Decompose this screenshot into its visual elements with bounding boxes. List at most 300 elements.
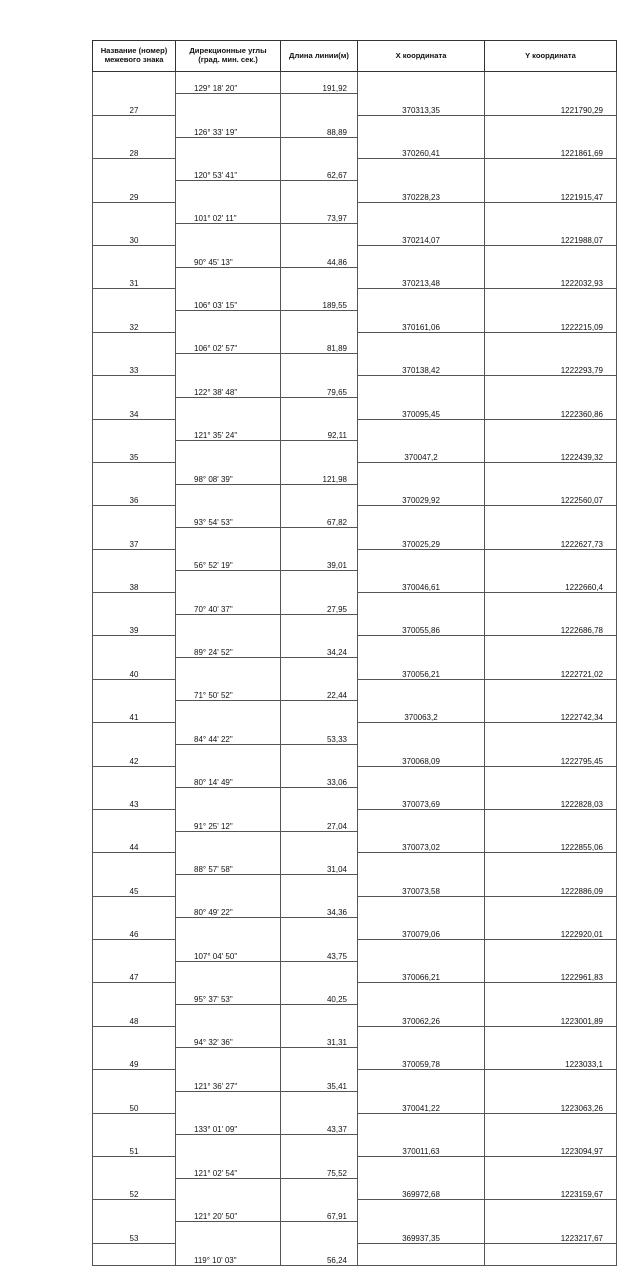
- direction-angle-cell: [176, 527, 281, 549]
- y-coordinate-cell: [485, 246, 617, 268]
- marker-name-cell: [93, 462, 176, 484]
- table-row: [93, 72, 617, 94]
- direction-angle-cell: 106° 03' 15": [176, 289, 281, 311]
- marker-name-cell: [93, 376, 176, 398]
- table-row: [93, 918, 617, 940]
- x-coordinate-cell: [358, 1070, 485, 1092]
- y-coordinate-cell: 1223033,1: [485, 1048, 617, 1070]
- x-coordinate-cell: 370161,06: [358, 311, 485, 333]
- table-row: [93, 506, 617, 528]
- direction-angle-cell: 121° 20' 50": [176, 1200, 281, 1222]
- line-length-cell: 31,31: [281, 1026, 358, 1048]
- line-length-cell: [281, 1005, 358, 1027]
- y-coordinate-cell: 1223063,26: [485, 1091, 617, 1113]
- x-coordinate-cell: [358, 159, 485, 181]
- x-coordinate-cell: 370313,35: [358, 94, 485, 116]
- table-row: [93, 1156, 617, 1178]
- direction-angle-cell: 90° 45' 13": [176, 246, 281, 268]
- line-length-cell: 27,04: [281, 809, 358, 831]
- y-coordinate-cell: [485, 809, 617, 831]
- table-row: [93, 1178, 617, 1200]
- table-row: [93, 484, 617, 506]
- line-length-cell: [281, 831, 358, 853]
- table-row: [93, 1070, 617, 1092]
- direction-angle-cell: [176, 874, 281, 896]
- table-row: [93, 311, 617, 333]
- y-coordinate-cell: 1222855,06: [485, 831, 617, 853]
- direction-angle-cell: 120° 53' 41": [176, 159, 281, 181]
- direction-angle-cell: 119° 10' 03": [176, 1243, 281, 1265]
- direction-angle-cell: 126° 33' 19": [176, 115, 281, 137]
- x-coordinate-cell: [358, 593, 485, 615]
- table-row: [93, 549, 617, 571]
- x-coordinate-cell: [358, 983, 485, 1005]
- line-length-cell: [281, 1178, 358, 1200]
- marker-name-cell: [93, 679, 176, 701]
- y-coordinate-cell: 1222920,01: [485, 918, 617, 940]
- marker-name-cell: [93, 896, 176, 918]
- table-row: [93, 441, 617, 463]
- table-row: [93, 831, 617, 853]
- line-length-cell: 22,44: [281, 679, 358, 701]
- table-row: [93, 874, 617, 896]
- line-length-cell: 81,89: [281, 332, 358, 354]
- table-row: [93, 1091, 617, 1113]
- x-coordinate-cell: [358, 723, 485, 745]
- table-row: [93, 354, 617, 376]
- line-length-cell: 34,24: [281, 636, 358, 658]
- y-coordinate-cell: 1221988,07: [485, 224, 617, 246]
- header-marker-name: Название (номер) межевого знака: [93, 41, 176, 72]
- x-coordinate-cell: 370041,22: [358, 1091, 485, 1113]
- line-length-cell: [281, 137, 358, 159]
- direction-angle-cell: 56° 52' 19": [176, 549, 281, 571]
- table-row: [93, 202, 617, 224]
- marker-name-cell: [93, 72, 176, 94]
- y-coordinate-cell: 1222560,07: [485, 484, 617, 506]
- x-coordinate-cell: 370055,86: [358, 614, 485, 636]
- marker-name-cell: 46: [93, 918, 176, 940]
- x-coordinate-cell: [358, 462, 485, 484]
- line-length-cell: [281, 94, 358, 116]
- table-row: [93, 462, 617, 484]
- x-coordinate-cell: 370073,02: [358, 831, 485, 853]
- direction-angle-cell: [176, 614, 281, 636]
- table-row: [93, 94, 617, 116]
- x-coordinate-cell: [358, 896, 485, 918]
- y-coordinate-cell: [485, 723, 617, 745]
- direction-angle-cell: 80° 49' 22": [176, 896, 281, 918]
- y-coordinate-cell: 1222032,93: [485, 267, 617, 289]
- marker-name-cell: [93, 723, 176, 745]
- direction-angle-cell: 88° 57' 58": [176, 853, 281, 875]
- direction-angle-cell: [176, 137, 281, 159]
- direction-angle-cell: [176, 267, 281, 289]
- direction-angle-cell: 80° 14' 49": [176, 766, 281, 788]
- marker-name-cell: 45: [93, 874, 176, 896]
- marker-name-cell: 52: [93, 1178, 176, 1200]
- line-length-cell: [281, 744, 358, 766]
- line-length-cell: 121,98: [281, 462, 358, 484]
- x-coordinate-cell: [358, 506, 485, 528]
- x-coordinate-cell: [358, 549, 485, 571]
- y-coordinate-cell: [485, 636, 617, 658]
- direction-angle-cell: 121° 02' 54": [176, 1156, 281, 1178]
- line-length-cell: 67,91: [281, 1200, 358, 1222]
- y-coordinate-cell: [485, 506, 617, 528]
- line-length-cell: 31,04: [281, 853, 358, 875]
- x-coordinate-cell: 370073,58: [358, 874, 485, 896]
- marker-name-cell: [93, 289, 176, 311]
- marker-name-cell: [93, 506, 176, 528]
- line-length-cell: [281, 311, 358, 333]
- marker-name-cell: [93, 636, 176, 658]
- line-length-cell: [281, 267, 358, 289]
- y-coordinate-cell: 1222660,4: [485, 571, 617, 593]
- x-coordinate-cell: 370214,07: [358, 224, 485, 246]
- marker-name-cell: 31: [93, 267, 176, 289]
- x-coordinate-cell: 370056,21: [358, 658, 485, 680]
- marker-name-cell: [93, 1070, 176, 1092]
- marker-name-cell: 47: [93, 961, 176, 983]
- table-row: [93, 679, 617, 701]
- direction-angle-cell: 71° 50' 52": [176, 679, 281, 701]
- table-row: [93, 159, 617, 181]
- table-row: [93, 527, 617, 549]
- y-coordinate-cell: 1223159,67: [485, 1178, 617, 1200]
- line-length-cell: [281, 224, 358, 246]
- marker-name-cell: [93, 1113, 176, 1135]
- line-length-cell: [281, 1221, 358, 1243]
- line-length-cell: 67,82: [281, 506, 358, 528]
- y-coordinate-cell: [485, 1026, 617, 1048]
- y-coordinate-cell: 1222886,09: [485, 874, 617, 896]
- marker-name-cell: 32: [93, 311, 176, 333]
- x-coordinate-cell: [358, 1113, 485, 1135]
- marker-name-cell: 44: [93, 831, 176, 853]
- table-row: [93, 115, 617, 137]
- direction-angle-cell: 106° 02' 57": [176, 332, 281, 354]
- marker-name-cell: [93, 809, 176, 831]
- marker-name-cell: [93, 1200, 176, 1222]
- direction-angle-cell: 101° 02' 11": [176, 202, 281, 224]
- x-coordinate-cell: [358, 1026, 485, 1048]
- header-y-coordinate: Y координата: [485, 41, 617, 72]
- table-row: [93, 419, 617, 441]
- line-length-cell: 34,36: [281, 896, 358, 918]
- marker-name-cell: 27: [93, 94, 176, 116]
- y-coordinate-cell: 1223001,89: [485, 1005, 617, 1027]
- x-coordinate-cell: 370073,69: [358, 788, 485, 810]
- direction-angle-cell: 121° 35' 24": [176, 419, 281, 441]
- direction-angle-cell: [176, 311, 281, 333]
- marker-name-cell: 42: [93, 744, 176, 766]
- marker-name-cell: 41: [93, 701, 176, 723]
- marker-name-cell: 37: [93, 527, 176, 549]
- direction-angle-cell: [176, 1135, 281, 1157]
- y-coordinate-cell: [485, 462, 617, 484]
- y-coordinate-cell: 1223094,97: [485, 1135, 617, 1157]
- direction-angle-cell: [176, 1005, 281, 1027]
- x-coordinate-cell: [358, 289, 485, 311]
- header-direction-angle: Дирекционные углы (град. мин. сек.): [176, 41, 281, 72]
- line-length-cell: 62,67: [281, 159, 358, 181]
- marker-name-cell: 35: [93, 441, 176, 463]
- line-length-cell: [281, 701, 358, 723]
- marker-name-cell: 33: [93, 354, 176, 376]
- y-coordinate-cell: [485, 202, 617, 224]
- y-coordinate-cell: 1223217,67: [485, 1221, 617, 1243]
- marker-name-cell: 40: [93, 658, 176, 680]
- marker-name-cell: 53: [93, 1221, 176, 1243]
- marker-name-cell: [93, 1156, 176, 1178]
- line-length-cell: 44,86: [281, 246, 358, 268]
- x-coordinate-cell: 370063,2: [358, 701, 485, 723]
- x-coordinate-cell: 370138,42: [358, 354, 485, 376]
- y-coordinate-cell: [485, 159, 617, 181]
- y-coordinate-cell: [485, 332, 617, 354]
- line-length-cell: [281, 658, 358, 680]
- marker-name-cell: 28: [93, 137, 176, 159]
- line-length-cell: 73,97: [281, 202, 358, 224]
- y-coordinate-cell: [485, 289, 617, 311]
- line-length-cell: 33,06: [281, 766, 358, 788]
- marker-name-cell: 48: [93, 1005, 176, 1027]
- y-coordinate-cell: 1222961,83: [485, 961, 617, 983]
- direction-angle-cell: [176, 831, 281, 853]
- table-row: [93, 896, 617, 918]
- direction-angle-cell: [176, 1048, 281, 1070]
- direction-angle-cell: [176, 397, 281, 419]
- direction-angle-cell: [176, 658, 281, 680]
- direction-angle-cell: [176, 744, 281, 766]
- table-row: [93, 397, 617, 419]
- marker-name-cell: [93, 419, 176, 441]
- y-coordinate-cell: [485, 1200, 617, 1222]
- direction-angle-cell: [176, 484, 281, 506]
- header-x-coordinate: X координата: [358, 41, 485, 72]
- x-coordinate-cell: 370079,06: [358, 918, 485, 940]
- marker-name-cell: [93, 593, 176, 615]
- line-length-cell: [281, 397, 358, 419]
- line-length-cell: 75,52: [281, 1156, 358, 1178]
- line-length-cell: [281, 1135, 358, 1157]
- marker-name-cell: [93, 159, 176, 181]
- line-length-cell: [281, 571, 358, 593]
- y-coordinate-cell: [485, 853, 617, 875]
- x-coordinate-cell: 369972,68: [358, 1178, 485, 1200]
- line-length-cell: 56,24: [281, 1243, 358, 1265]
- table-row: [93, 593, 617, 615]
- x-coordinate-cell: 370066,21: [358, 961, 485, 983]
- y-coordinate-cell: 1221790,29: [485, 94, 617, 116]
- y-coordinate-cell: 1221915,47: [485, 180, 617, 202]
- x-coordinate-cell: 370095,45: [358, 397, 485, 419]
- marker-name-cell: [93, 549, 176, 571]
- line-length-cell: 27,95: [281, 593, 358, 615]
- direction-angle-cell: [176, 224, 281, 246]
- x-coordinate-cell: 370228,23: [358, 180, 485, 202]
- direction-angle-cell: [176, 918, 281, 940]
- line-length-cell: [281, 614, 358, 636]
- line-length-cell: [281, 788, 358, 810]
- header-line-length: Длина линии(м): [281, 41, 358, 72]
- table-row: [93, 1113, 617, 1135]
- line-length-cell: [281, 874, 358, 896]
- table-row: [93, 853, 617, 875]
- direction-angle-cell: [176, 180, 281, 202]
- table-row: [93, 766, 617, 788]
- line-length-cell: [281, 484, 358, 506]
- x-coordinate-cell: [358, 376, 485, 398]
- table-row: [93, 636, 617, 658]
- x-coordinate-cell: 370025,29: [358, 527, 485, 549]
- x-coordinate-cell: [358, 332, 485, 354]
- direction-angle-cell: 129° 18' 20": [176, 72, 281, 94]
- line-length-cell: 79,65: [281, 376, 358, 398]
- line-length-cell: 191,92: [281, 72, 358, 94]
- y-coordinate-cell: [485, 766, 617, 788]
- x-coordinate-cell: 369937,35: [358, 1221, 485, 1243]
- table-row: [93, 267, 617, 289]
- direction-angle-cell: 122° 38' 48": [176, 376, 281, 398]
- table-body: [93, 72, 617, 1266]
- marker-name-cell: 30: [93, 224, 176, 246]
- direction-angle-cell: [176, 1221, 281, 1243]
- line-length-cell: [281, 527, 358, 549]
- marker-name-cell: [93, 246, 176, 268]
- table-row: [93, 809, 617, 831]
- y-coordinate-cell: [485, 1156, 617, 1178]
- direction-angle-cell: 89° 24' 52": [176, 636, 281, 658]
- x-coordinate-cell: [358, 766, 485, 788]
- line-length-cell: 35,41: [281, 1070, 358, 1092]
- y-coordinate-cell: [485, 72, 617, 94]
- table-row: [93, 224, 617, 246]
- marker-name-cell: [93, 1026, 176, 1048]
- y-coordinate-cell: [485, 419, 617, 441]
- table-row: [93, 571, 617, 593]
- x-coordinate-cell: 370260,41: [358, 137, 485, 159]
- direction-angle-cell: [176, 94, 281, 116]
- y-coordinate-cell: 1222215,09: [485, 311, 617, 333]
- y-coordinate-cell: [485, 1070, 617, 1092]
- line-length-cell: 189,55: [281, 289, 358, 311]
- line-length-cell: [281, 180, 358, 202]
- marker-name-cell: 51: [93, 1135, 176, 1157]
- marker-name-cell: [93, 202, 176, 224]
- y-coordinate-cell: [485, 896, 617, 918]
- line-length-cell: 88,89: [281, 115, 358, 137]
- direction-angle-cell: 121° 36' 27": [176, 1070, 281, 1092]
- y-coordinate-cell: [485, 593, 617, 615]
- y-coordinate-cell: 1222795,45: [485, 744, 617, 766]
- y-coordinate-cell: [485, 376, 617, 398]
- line-length-cell: [281, 918, 358, 940]
- coordinates-page: [92, 40, 616, 1265]
- table-row: [93, 137, 617, 159]
- x-coordinate-cell: [358, 202, 485, 224]
- direction-angle-cell: [176, 961, 281, 983]
- direction-angle-cell: 133° 01' 09": [176, 1113, 281, 1135]
- y-coordinate-cell: [485, 1243, 617, 1265]
- y-coordinate-cell: [485, 549, 617, 571]
- direction-angle-cell: 70° 40' 37": [176, 593, 281, 615]
- marker-name-cell: 39: [93, 614, 176, 636]
- x-coordinate-cell: 370068,09: [358, 744, 485, 766]
- line-length-cell: 40,25: [281, 983, 358, 1005]
- y-coordinate-cell: 1222293,79: [485, 354, 617, 376]
- marker-name-cell: 38: [93, 571, 176, 593]
- marker-name-cell: [93, 940, 176, 962]
- y-coordinate-cell: 1222360,86: [485, 397, 617, 419]
- table-row: [93, 1221, 617, 1243]
- direction-angle-cell: [176, 1178, 281, 1200]
- direction-angle-cell: 95° 37' 53": [176, 983, 281, 1005]
- table-row: [93, 1243, 617, 1265]
- table-row: [93, 180, 617, 202]
- table-row: [93, 940, 617, 962]
- x-coordinate-cell: [358, 246, 485, 268]
- line-length-cell: 53,33: [281, 723, 358, 745]
- table-row: [93, 376, 617, 398]
- x-coordinate-cell: [358, 1200, 485, 1222]
- direction-angle-cell: [176, 441, 281, 463]
- line-length-cell: [281, 354, 358, 376]
- direction-angle-cell: 91° 25' 12": [176, 809, 281, 831]
- y-coordinate-cell: 1222828,03: [485, 788, 617, 810]
- marker-name-cell: [93, 1243, 176, 1265]
- y-coordinate-cell: 1221861,69: [485, 137, 617, 159]
- y-coordinate-cell: [485, 1113, 617, 1135]
- table-row: [93, 744, 617, 766]
- table-header-row: [93, 41, 617, 72]
- marker-name-cell: 36: [93, 484, 176, 506]
- direction-angle-cell: 84° 44' 22": [176, 723, 281, 745]
- x-coordinate-cell: [358, 853, 485, 875]
- line-length-cell: 43,75: [281, 940, 358, 962]
- table-row: [93, 1200, 617, 1222]
- x-coordinate-cell: [358, 940, 485, 962]
- line-length-cell: [281, 1048, 358, 1070]
- x-coordinate-cell: [358, 809, 485, 831]
- table-row: [93, 788, 617, 810]
- x-coordinate-cell: 370029,92: [358, 484, 485, 506]
- y-coordinate-cell: [485, 115, 617, 137]
- marker-name-cell: [93, 983, 176, 1005]
- table-row: [93, 1026, 617, 1048]
- y-coordinate-cell: [485, 679, 617, 701]
- x-coordinate-cell: 370059,78: [358, 1048, 485, 1070]
- y-coordinate-cell: 1222686,78: [485, 614, 617, 636]
- table-row: [93, 289, 617, 311]
- direction-angle-cell: [176, 1091, 281, 1113]
- marker-name-cell: [93, 115, 176, 137]
- x-coordinate-cell: [358, 679, 485, 701]
- marker-name-cell: 34: [93, 397, 176, 419]
- boundary-coordinates-table: [92, 40, 617, 1266]
- marker-name-cell: 50: [93, 1091, 176, 1113]
- line-length-cell: [281, 961, 358, 983]
- direction-angle-cell: 107° 04' 50": [176, 940, 281, 962]
- table-row: [93, 658, 617, 680]
- line-length-cell: 43,37: [281, 1113, 358, 1135]
- y-coordinate-cell: 1222742,34: [485, 701, 617, 723]
- direction-angle-cell: 94° 32' 36": [176, 1026, 281, 1048]
- table-row: [93, 701, 617, 723]
- marker-name-cell: [93, 332, 176, 354]
- y-coordinate-cell: [485, 940, 617, 962]
